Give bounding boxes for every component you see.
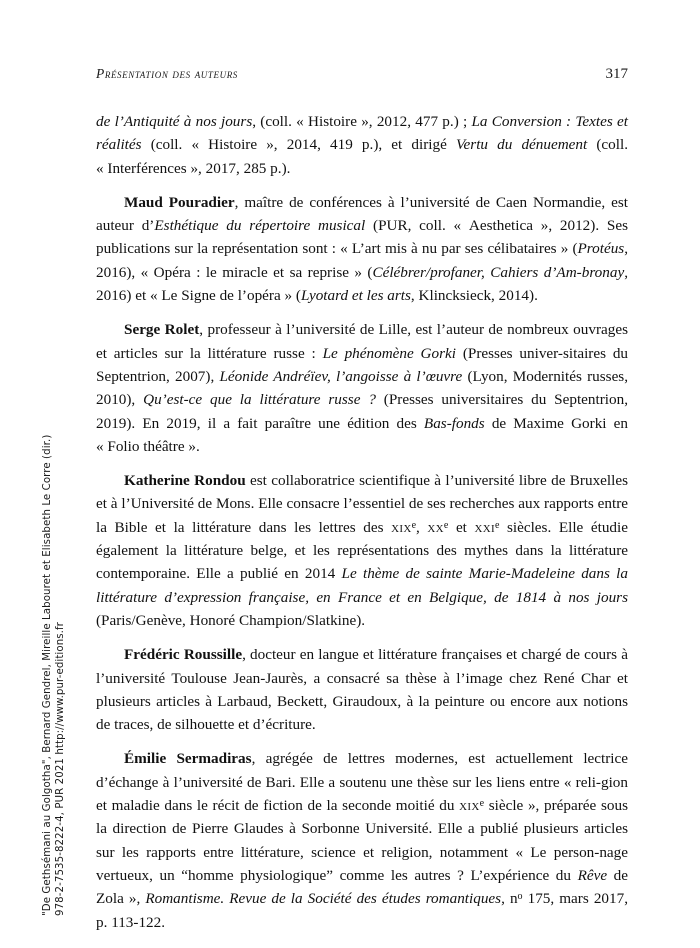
paragraph-serge-rolet: Serge Rolet, professeur à l’université de Lille, est l’auteur de nombreux ouvrages et articles sur la littérature russe : Le phénomène Gorki (Presses univer-sitaires du Septentrion, 2007), Léonide Andréïev, l’angoisse à l’œuvre (Lyon, Modernités russes, 2010), Qu’est-ce que la littérature russe ? (Presses universitaires du Septentrion, 2019). En 2019, il a fait paraître une édition des Bas-fonds de Maxime Gorki en « Folio théâtre ». <box>96 321 629 455</box>
page-number: 317 <box>605 66 628 82</box>
author-name-emilie-sermadiras: Émilie Sermadiras <box>124 750 252 768</box>
running-head-title: Présentation des auteurs <box>96 66 238 81</box>
author-name-katherine-rondou: Katherine Rondou <box>124 472 246 490</box>
paragraph-continued: de l’Antiquité à nos jours, (coll. « Histoire », 2012, 477 p.) ; La Conversion : Textes et réalités (coll. « Histoire », 2014, 419 p.), et dirigé Vertu du dénuement (coll. « Interférences », 2017, 285 p.). <box>96 113 628 177</box>
margin-credit-block <box>0 0 64 948</box>
paragraph-frederic-roussille: Frédéric Roussille, docteur en langue et littérature françaises et chargé de cours à l’université Toulouse Jean-Jaurès, a consacré sa thèse à l’image chez René Char et plusieurs articles à Larbaud, Beckett, Giraudoux, à la peinture ou encore aux notions de traces, de silhouette et d’écriture. <box>96 646 628 734</box>
margin-credit-line-2: 978-2-7535-8222-4, PUR 2021 http://www.pur-editions.fr <box>55 622 66 916</box>
author-name-frederic-roussille: Frédéric Roussille <box>124 646 243 664</box>
author-name-maud-pouradier: Maud Pouradier <box>124 193 235 211</box>
paragraph-katherine-rondou: Katherine Rondou est collaboratrice scientifique à l’université libre de Bruxelles et à l’Université de Mons. Elle consacre l’essentiel de ses recherches aux rapports entre la Bible et la littérature dans les lettres des xix$^e$, $xx^e$ et xxi$^e$ siècles. Elle étudie également la littérature belge, et les représentations des mythes dans la littérature contemporaine. Elle a publié en 2014 Le thème de sainte Marie-Madeleine dans la littérature d’expression française, en France et en Belgique, de 1814 à nos jours (Paris/Genève, Honoré Champion/Slatkine). <box>96 472 628 629</box>
paragraph-maud-pouradier: Maud Pouradier, maître de conférences à l’université de Caen Normandie, est auteur d’Esthétique du répertoire musical (PUR, coll. « Aesthetica », 2012). Ses publications sur la représentation sont : « L’art mis à nu par ses célibataires » (Protéus, 2016), « Opéra : le miracle et sa reprise » (Célébrer/profaner, Cahiers d’Am-bronay, 2016) et « Le Signe de l’opéra » (Lyotard et les arts, Klincksieck, 2014). <box>96 193 629 305</box>
body-text-column <box>96 110 628 934</box>
author-name-serge-rolet: Serge Rolet <box>124 321 200 339</box>
margin-credit-line-1: "De Gethsémani au Golgotha", Bernard Gendrel, Mireille Labouret et Elisabeth Le Corre (dir.) <box>42 434 53 916</box>
paragraph-emilie-sermadiras: Émilie Sermadiras, agrégée de lettres modernes, est actuellement lectrice d’échange à l’université de Bari. Elle a soutenu une thèse sur les liens entre « reli-gion et maladie dans le récit de fiction de la seconde moitié du xix$^e$ siècle », préparée sous la direction de Pierre Glaudes à Sorbonne Université. Elle a publié plusieurs articles sur les rapports entre littérature, science et religion, notamment « Le person-nage vertueux, un “homme physiologique” comme les autres ? L’expérience du Rêve de Zola », Romantisme. Revue de la Société des études romantiques, $n^o$ 175, mars 2017, p. 113-122. <box>96 750 629 931</box>
running-head <box>96 66 628 86</box>
